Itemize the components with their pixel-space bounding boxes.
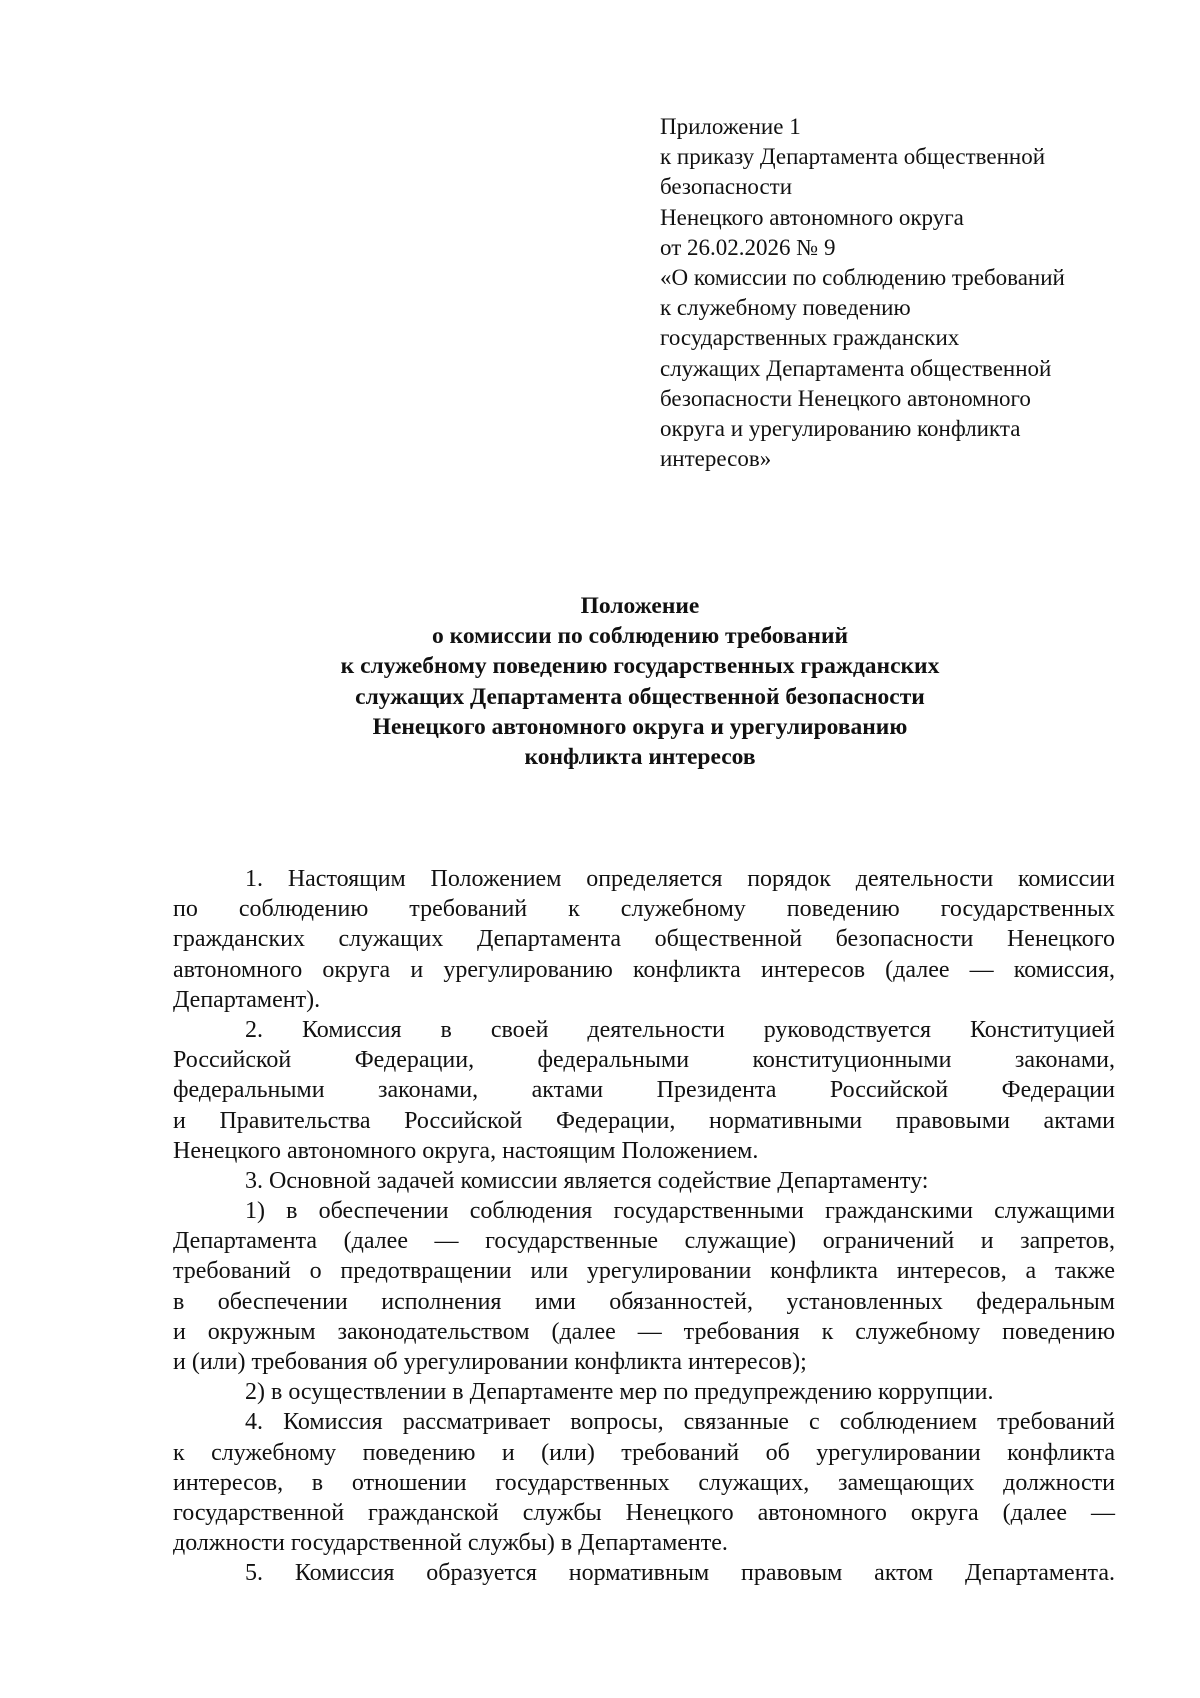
body-line: 2) в осуществлении в Департаменте мер по предупреждению коррупции. [245, 1379, 994, 1406]
body-line: 5. Комиссия образуется нормативным правовым актом Департамента. [245, 1560, 1115, 1587]
appendix-line: безопасности [660, 174, 793, 200]
document-title [170, 591, 1110, 772]
title-line: Ненецкого автономного округа и урегулированию [372, 713, 908, 740]
appendix-line: интересов» [660, 446, 772, 472]
appendix-line: Ненецкого автономного округа [660, 204, 964, 230]
body-line: по соблюдению требований к служебному поведению государственных [173, 896, 1115, 923]
title-line: о комиссии по соблюдению требований [431, 623, 849, 650]
body-line: гражданских служащих Департамента общественной безопасности Ненецкого [173, 926, 1115, 953]
appendix-line: Приложение 1 [660, 114, 801, 139]
body-line: в обеспечении исполнения ими обязанностей, установленных федеральным [173, 1288, 1115, 1315]
body-line: государственной гражданской службы Ненецкого автономного округа (далее — [173, 1499, 1115, 1526]
appendix-line: «О комиссии по соблюдению требований [660, 265, 1065, 291]
title-line: конфликта интересов [524, 744, 756, 771]
body-line: 3. Основной задачей комиссии является содействие Департаменту: [245, 1167, 929, 1194]
body-line: интересов, в отношении государственных служащих, замещающих должности [173, 1469, 1115, 1496]
body-line: и (или) требования об урегулировании конфликта интересов); [173, 1349, 807, 1375]
appendix-line: безопасности Ненецкого автономного [660, 385, 1031, 411]
body-line: 4. Комиссия рассматривает вопросы, связанные с соблюдением требований [245, 1409, 1115, 1436]
body-line: Ненецкого автономного округа, настоящим Положением. [173, 1137, 759, 1164]
appendix-line: к служебному поведению [660, 295, 911, 321]
body-line: федеральными законами, актами Президента Российской Федерации [173, 1077, 1115, 1104]
body-line: 1. Настоящим Положением определяется порядок деятельности комиссии [245, 866, 1115, 892]
title-line: Положение [580, 593, 700, 619]
body-line: к служебному поведению и (или) требований об урегулировании конфликта [173, 1439, 1115, 1466]
body-line: Департамент). [173, 986, 321, 1013]
appendix-block [660, 112, 1120, 474]
body-line: 1) в обеспечении соблюдения государственными гражданскими служащими [245, 1198, 1115, 1225]
appendix-line: государственных гражданских [660, 325, 960, 351]
body-line: Российской Федерации, федеральными конституционными законами, [173, 1047, 1115, 1074]
body-line: Департамента (далее — государственные служащие) ограничений и запретов, [173, 1228, 1115, 1255]
appendix-line: от 26.02.2026 № 9 [660, 234, 836, 260]
title-line: к служебному поведению государственных гражданских [340, 653, 940, 680]
title-line: служащих Департамента общественной безопасности [355, 683, 925, 710]
appendix-line: округа и урегулированию конфликта [660, 416, 1021, 442]
body-line: должности государственной службы) в Департаменте. [173, 1530, 728, 1557]
appendix-line: к приказу Департамента общественной [660, 144, 1046, 170]
body-line: и окружным законодательством (далее — требования к служебному поведению [173, 1318, 1115, 1345]
appendix-line: служащих Департамента общественной [660, 355, 1052, 381]
body-line: требований о предотвращении или урегулировании конфликта интересов, а также [173, 1258, 1115, 1285]
body-line: 2. Комиссия в своей деятельности руководствуется Конституцией [245, 1016, 1115, 1043]
body-line: автономного округа и урегулированию конфликта интересов (далее — комиссия, [173, 956, 1115, 983]
document-body [173, 864, 1115, 1589]
body-line: и Правительства Российской Федерации, нормативными правовыми актами [173, 1107, 1115, 1134]
